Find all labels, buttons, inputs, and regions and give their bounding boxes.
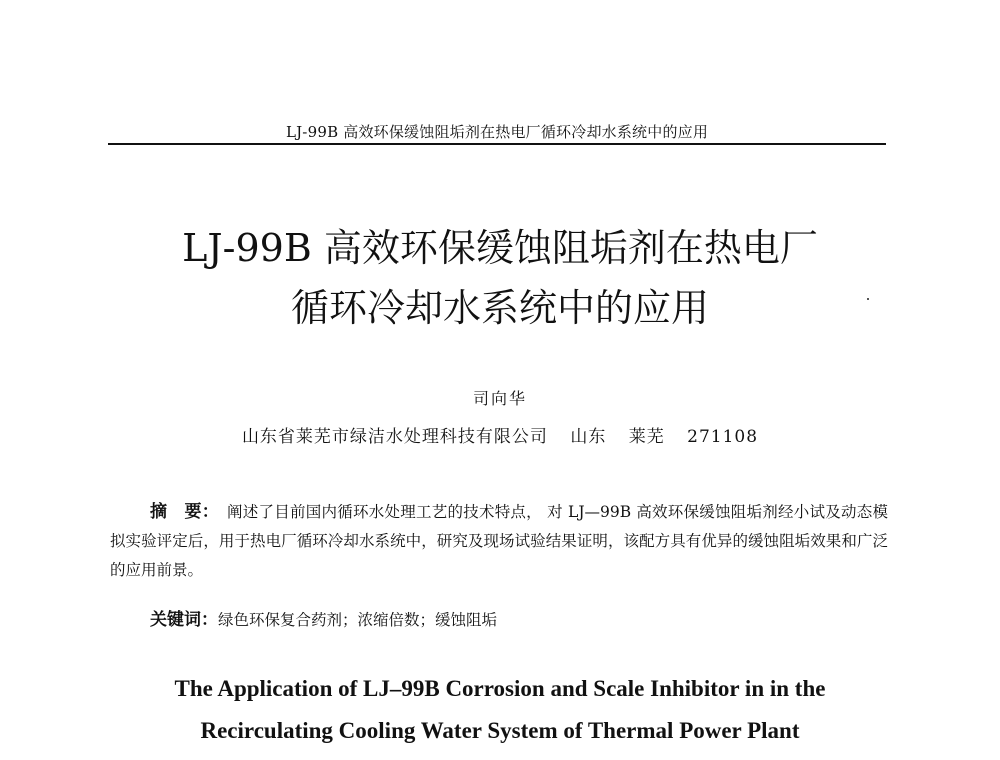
keywords-text: 绿色环保复合药剂；浓缩倍数；缓蚀阻垢 (218, 611, 498, 629)
running-header: LJ-99B 高效环保缓蚀阻垢剂在热电厂循环冷却水系统中的应用 (285, 123, 709, 141)
affiliation-province: 山东 (570, 427, 607, 447)
chinese-title-line-1: LJ-99B 高效环保缓蚀阻垢剂在热电厂 (182, 226, 818, 270)
affiliation-postcode: 271108 (687, 427, 759, 447)
english-title-line-2: Recirculating Cooling Water System of Thermal Power Plant (200, 718, 800, 743)
chinese-title-line-2: 循环冷却水系统中的应用 (290, 286, 709, 330)
abstract (110, 498, 888, 585)
affiliation-city: 莱芜 (628, 427, 665, 447)
keywords-label: 关键词： (150, 610, 218, 630)
english-title (60, 668, 940, 752)
abstract-label: 摘 要： (150, 502, 219, 522)
chinese-title (100, 218, 900, 338)
scan-speck (867, 298, 869, 300)
english-title-line-1: The Application of LJ–99B Corrosion and Scale Inhibitor in in the (174, 676, 826, 701)
abstract-text: 阐述了目前国内循环水处理工艺的技术特点， 对 LJ—99B 高效环保缓蚀阻垢剂经小试及动态模拟实验评定后，用于热电厂循环冷却水系统中，研究及现场试验结果证明，该配方具有优异的缓蚀阻垢效果和广泛的应用前景。 (110, 503, 889, 579)
keywords (150, 605, 890, 630)
header-rule (108, 143, 886, 145)
author-affiliation (0, 422, 1000, 447)
author-name: 司向华 (472, 389, 527, 408)
affiliation-org: 山东省莱芜市绿洁水处理科技有限公司 (241, 427, 548, 447)
